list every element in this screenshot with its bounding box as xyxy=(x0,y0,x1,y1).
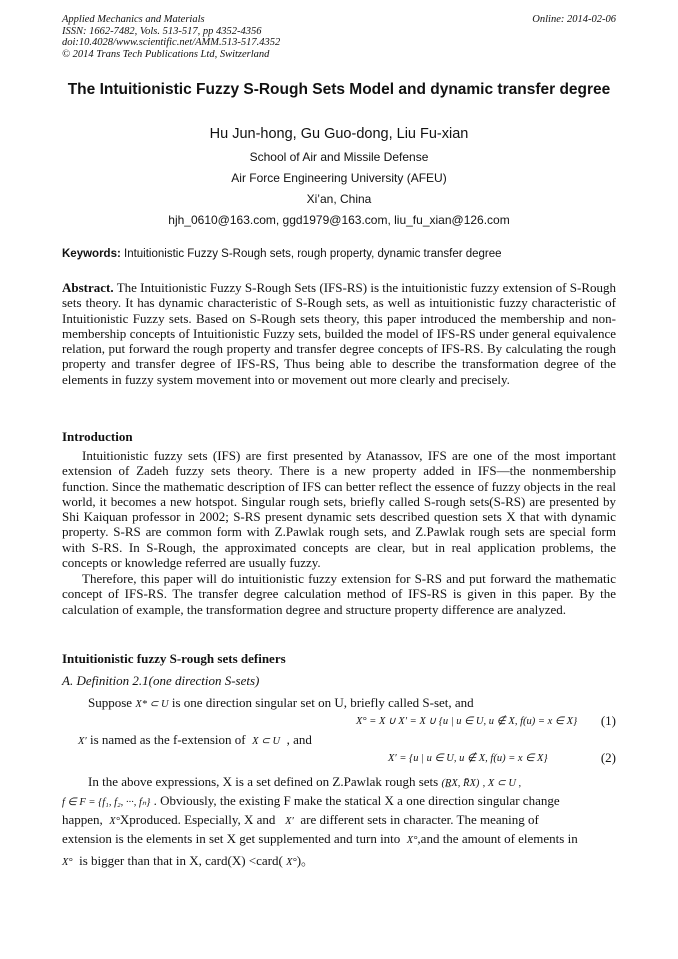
definition-line-2 xyxy=(78,732,312,748)
p3-text-f: extension is the elements in set X get supplemented and turn into xyxy=(62,831,401,846)
math-x-subset: , X ⊂ U , xyxy=(482,778,522,789)
keywords-text: Intuitionistic Fuzzy S-Rough sets, rough property, dynamic transfer degree xyxy=(124,248,502,260)
paper-title: The Intuitionistic Fuzzy S-Rough Sets Model and dynamic transfer degree xyxy=(67,81,611,98)
introduction-text-1: Intuitionistic fuzzy sets (IFS) are first presented by Atanassov, IFS are one of the most important extension of Zadeh fuzzy sets theory. There is a new property added in IFS—the nonmembership function. Since the mathematic description of IFS can better reflect the essence of fuzzy objects in the real world, it becomes a new hotspot. Singular rough sets, briefly called S-rough sets(S-RS) are presented by Shi Kaiquan professor in 2002; S-RS present dynamic sets described question sets X that with dynamic property. S-RS are common form with Z.Pawlak rough sets, and Z.Pawlak rough sets are special form with S-RS. In S-Rough, the approximated concepts are clear, but in real application problems, the concepts or knowledge referred are usually fuzzy. xyxy=(62,448,616,571)
math-x-circ-4: X° xyxy=(286,857,297,868)
math-x-circ-3: X° xyxy=(62,857,73,868)
p3-text-b: . Obviously, the existing F make the statical X a one direction singular change xyxy=(153,793,560,808)
paragraph-3-line-4 xyxy=(62,831,578,847)
p3-text-c: happen, xyxy=(62,812,103,827)
affiliation-city: Xi’an, China xyxy=(306,192,372,206)
def-text-s-set: is one direction singular set on U, briefly called S-set, and xyxy=(171,695,474,710)
math-x-prime: X′ xyxy=(78,736,87,747)
issn-line: ISSN: 1662-7482, Vols. 513-517, pp 4352-4356 xyxy=(62,25,262,37)
paragraph-3-line-2 xyxy=(62,793,560,809)
def-text-f-extension: is named as the f-extension of xyxy=(89,732,246,747)
abstract-label: Abstract. xyxy=(62,280,114,295)
paragraph-3-line-3 xyxy=(62,812,539,828)
introduction-paragraph-2 xyxy=(62,571,616,617)
introduction-text-2: Therefore, this paper will do intuitionistic fuzzy extension for S-RS and put forward the mathematic concept of IFS-RS. The transfer degree calculation method of IFS-RS is given in this paper. By the calculation of example, the transformation degree and structure property difference are analyzed. xyxy=(62,571,616,617)
math-rough-pair: (R̲X, R̄X) xyxy=(441,778,480,789)
subsection-heading: A. Definition 2.1(one direction S-sets) xyxy=(62,673,260,688)
def-text-suppose: Suppose xyxy=(88,695,133,710)
section-heading: Intuitionistic fuzzy S-rough sets definers xyxy=(62,651,286,666)
math-s-set: X* ⊂ U xyxy=(135,699,169,710)
doi-line: doi:10.4028/www.scientific.net/AMM.513-517.4352 xyxy=(62,37,281,48)
introduction-paragraph-1 xyxy=(62,448,616,570)
author-list: Hu Jun-hong, Gu Guo-dong, Liu Fu-xian xyxy=(209,126,469,142)
p3-text-i: )。 xyxy=(296,853,315,868)
introduction-heading: Introduction xyxy=(62,429,133,444)
math-x-circ-2: X° xyxy=(406,835,418,846)
p3-text-e: are different sets in character. The meaning of xyxy=(300,812,539,827)
p3-text-g: ,and the amount of elements in xyxy=(417,831,578,846)
copyright-line: © 2014 Trans Tech Publications Ltd, Switzerland xyxy=(62,48,270,60)
equation-2: X′ = {u | u ∈ U, u ∉ X, f(u) = x ∈ X} xyxy=(388,753,548,764)
math-f-set: f ∈ F = {f₁, f₂, ···, fₙ} xyxy=(62,797,151,808)
definition-line-1 xyxy=(88,695,474,711)
affiliation-university: Air Force Engineering University (AFEU) xyxy=(231,171,447,185)
p3-text-a: In the above expressions, X is a set defined on Z.Pawlak rough sets xyxy=(88,774,439,789)
abstract-text: The Intuitionistic Fuzzy S-Rough Sets (IFS-RS) is the intuitionistic fuzzy extension of S-Rough sets theory. It has dynamic characteristic of S-Rough sets, as well as intuitionistic fuzzy characteristic of Intuitionistic Fuzzy sets. Based on S-Rough sets theory, this paper introduced the membership and non-membership concepts of Intuitionistic Fuzzy sets, builded the model of IFS-RS under general equivalence relation, put forward the rough property and transfer degree concepts of IFS-RS. By calculating the rough property and transfer degree of IFS-RS, Thus being able to describe the transformation degree of the elements in fuzzy system movement into or movement out more clearly and precisely. xyxy=(62,280,617,387)
online-date: Online: 2014-02-06 xyxy=(532,14,616,25)
equation-1-number: (1) xyxy=(600,713,616,728)
author-emails: hjh_0610@163.com, ggd1979@163.com, liu_fu_xian@126.com xyxy=(168,213,510,227)
affiliation-school: School of Air and Missile Defense xyxy=(249,150,429,164)
journal-name: Applied Mechanics and Materials xyxy=(62,14,205,25)
equation-2-number: (2) xyxy=(600,750,616,765)
p3-text-d: Xproduced. Especially, X and xyxy=(119,812,276,827)
paragraph-3-line-1 xyxy=(88,774,616,790)
abstract xyxy=(62,280,616,387)
keywords-label: Keywords: xyxy=(62,248,121,260)
math-x-circ-1: X° xyxy=(109,816,120,827)
math-x-prime-2: X′ xyxy=(285,816,294,827)
paragraph-3-line-5 xyxy=(62,850,314,869)
math-x-subset-u: X ⊂ U xyxy=(252,736,281,747)
keywords xyxy=(62,248,616,260)
equation-1: X° = X ∪ X′ = X ∪ {u | u ∈ U, u ∉ X, f(u) = x ∈ X} xyxy=(356,716,578,727)
running-header xyxy=(62,14,616,60)
def-text-and: , and xyxy=(286,732,312,747)
p3-text-h: is bigger than that in X, card(X) <card( xyxy=(79,853,283,868)
